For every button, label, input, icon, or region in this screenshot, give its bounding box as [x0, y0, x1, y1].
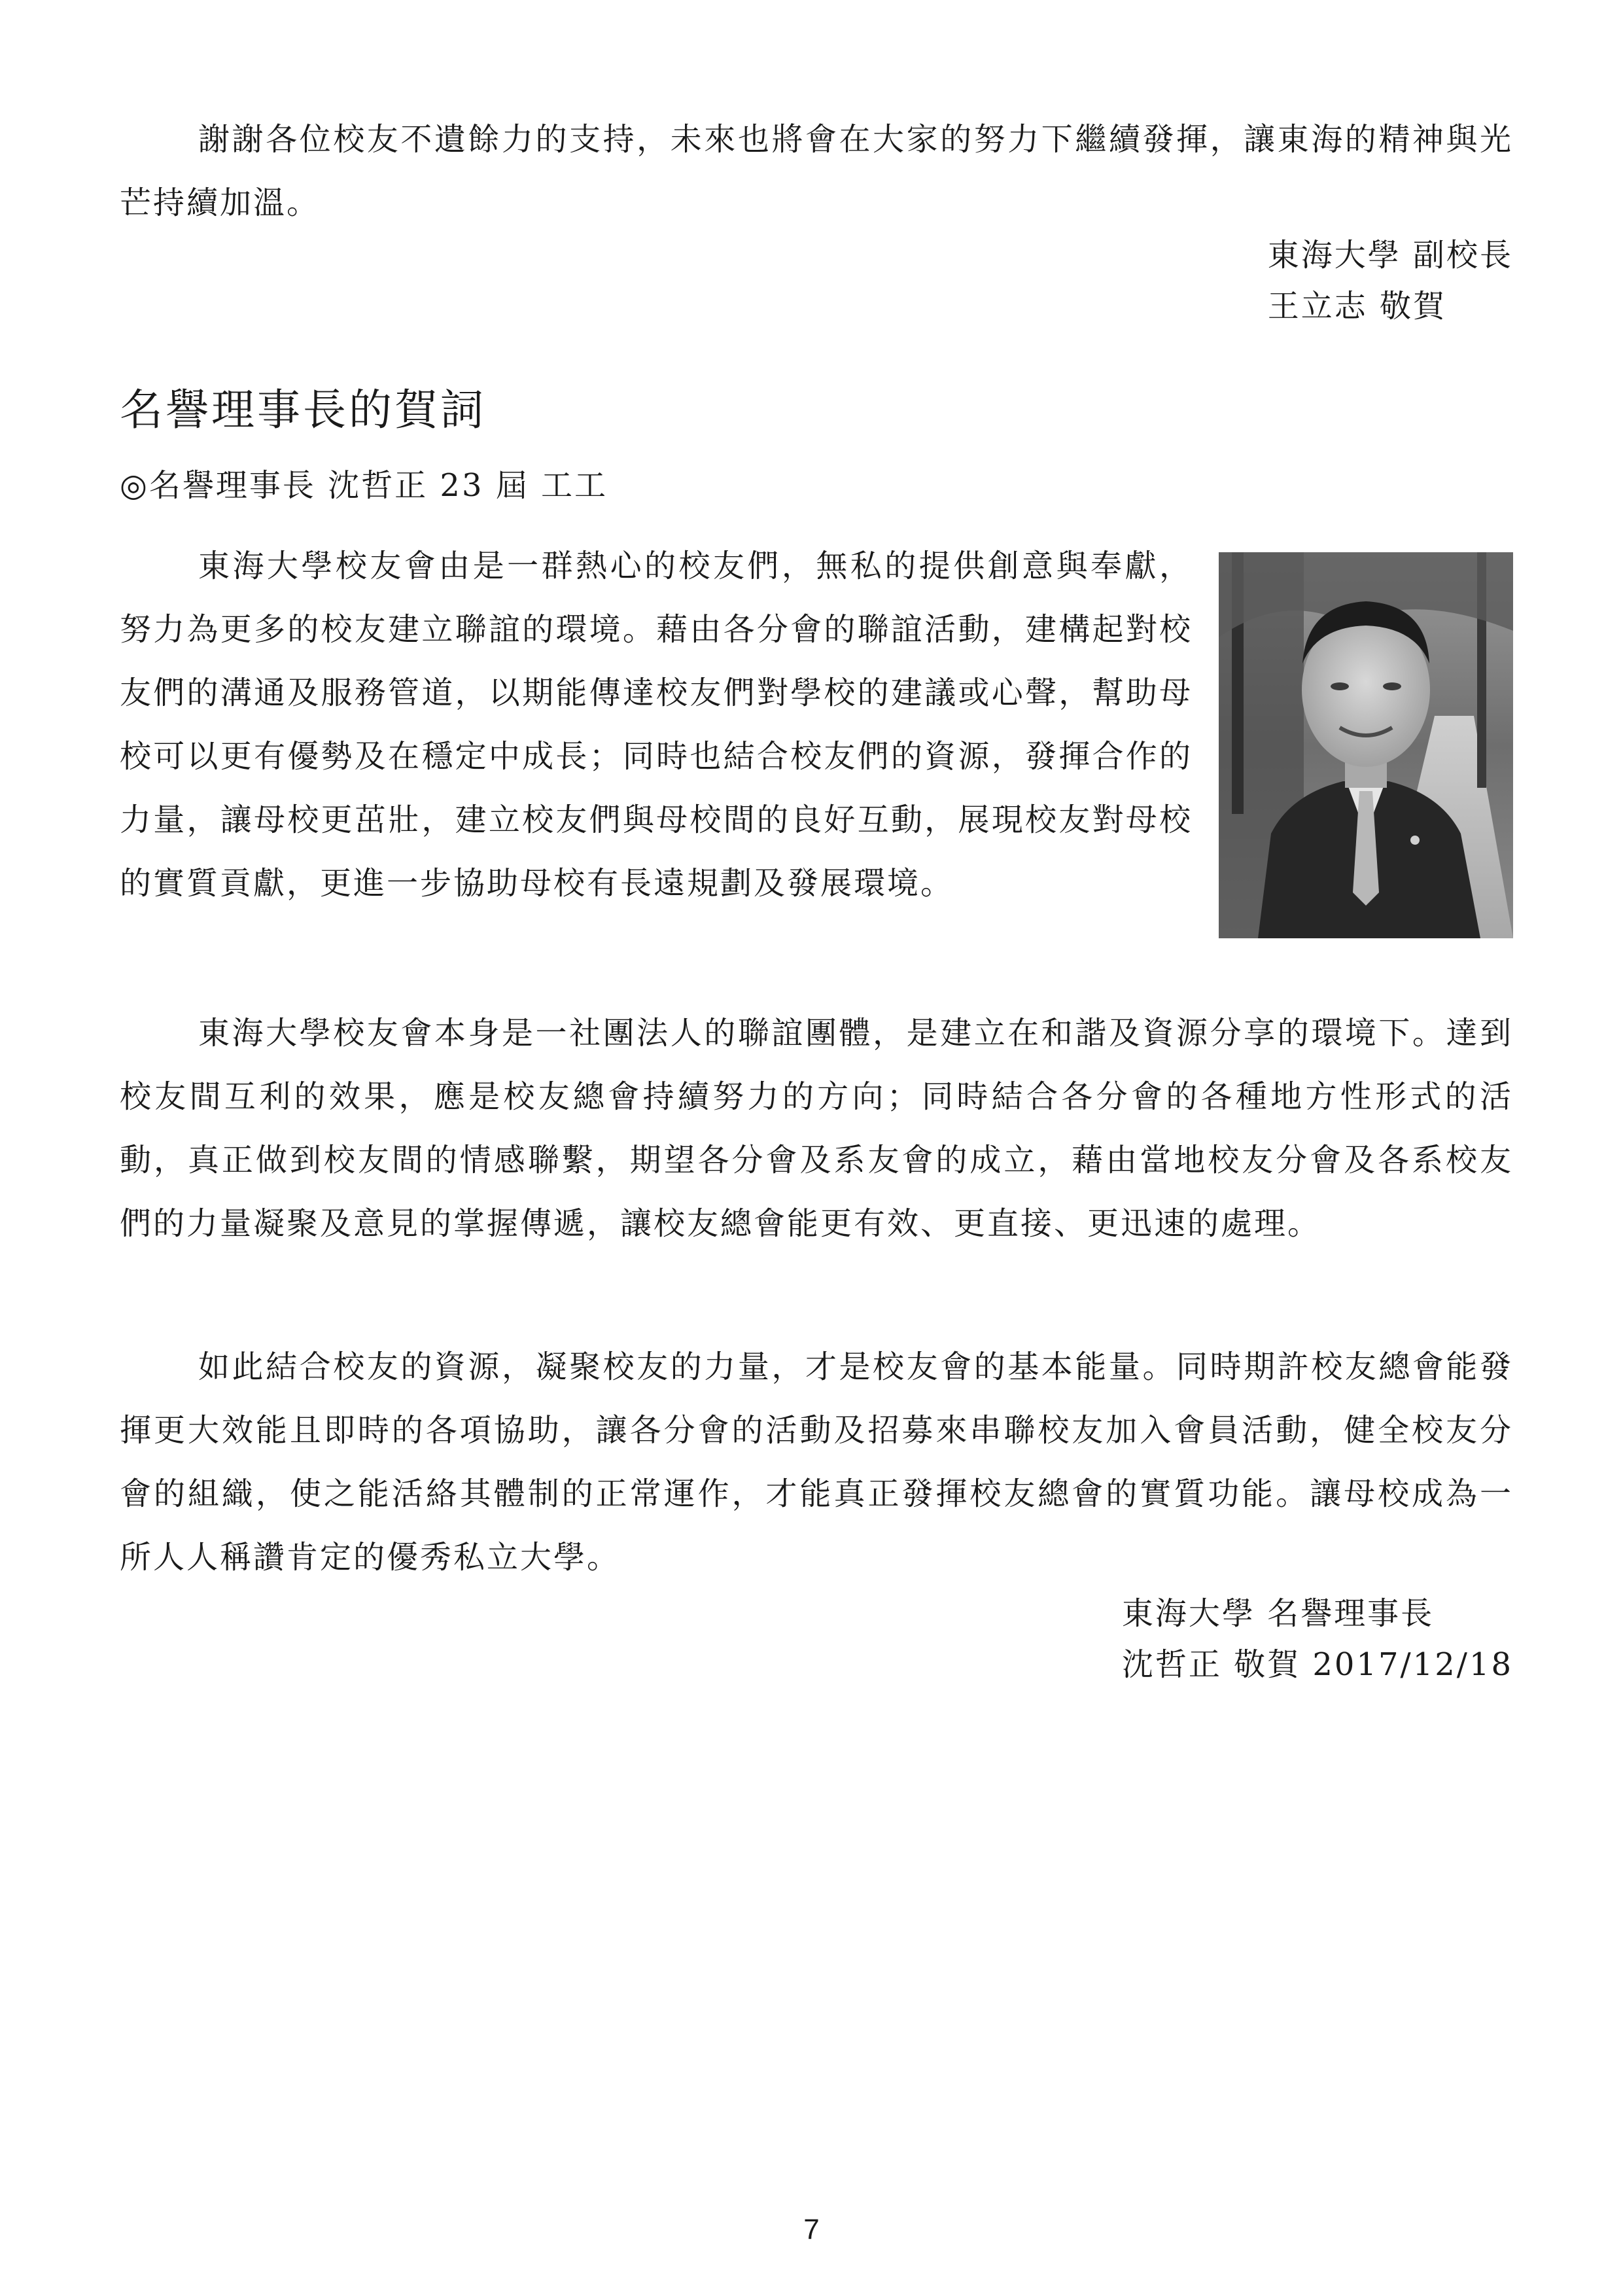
section-paragraph-3: 如此結合校友的資源，凝聚校友的力量，才是校友會的基本能量。同時期許校友總會能發揮更大效能且即時的各項協助，讓各分會的活動及招募來串聯校友加入會員活動，健全校友分會的組織，使之能活絡其體制的正常運作，才能真正發揮校友總會的實質功能。讓母校成為一所人人稱讚肯定的優秀私立大學。 [120, 1349, 1513, 1576]
intro-signature-title: 東海大學 副校長 [1267, 237, 1513, 274]
page-number: 7 [803, 2214, 820, 2246]
section-byline: ◎名譽理事長 沈哲正 23 屆 工工 [120, 467, 608, 504]
section-title: 名譽理事長的賀詞 [120, 385, 486, 435]
section-signature-title: 東海大學 名譽理事長 [1121, 1595, 1435, 1632]
section-signature-name: 沈哲正 敬賀 2017/12/18 [1121, 1646, 1513, 1683]
section-signature [1122, 1588, 1513, 1690]
section-paragraph-1: 東海大學校友會由是一群熱心的校友們，無私的提供創意與奉獻，努力為更多的校友建立聯誼的環境。藉由各分會的聯誼活動，建構起對校友們的溝通及服務管道，以期能傳達校友們對學校的建議或心聲，幫助母校可以更有優勢及在穩定中成長；同時也結合校友們的資源，發揮合作的力量，讓母校更茁壯，建立校友們與母校間的良好互動，展現校友對母校的實質貢獻，更進一步協助母校有長遠規劃及發展環境。 [120, 548, 1193, 902]
portrait-photo [1219, 552, 1513, 938]
intro-paragraph: 謝謝各位校友不遺餘力的支持，未來也將會在大家的努力下繼續發揮，讓東海的精神與光芒持續加溫。 [120, 121, 1513, 221]
intro-signature-name: 王立志 敬賀 [1267, 288, 1446, 325]
intro-signature [1268, 230, 1513, 332]
section-paragraph-2: 東海大學校友會本身是一社團法人的聯誼團體，是建立在和諧及資源分享的環境下。達到校友間互利的效果，應是校友總會持續努力的方向；同時結合各分會的各種地方性形式的活動，真正做到校友間的情感聯繫，期望各分會及系友會的成立，藉由當地校友分會及各系校友們的力量凝聚及意見的掌握傳遞，讓校友總會能更有效、更直接、更迅速的處理。 [120, 1015, 1513, 1242]
